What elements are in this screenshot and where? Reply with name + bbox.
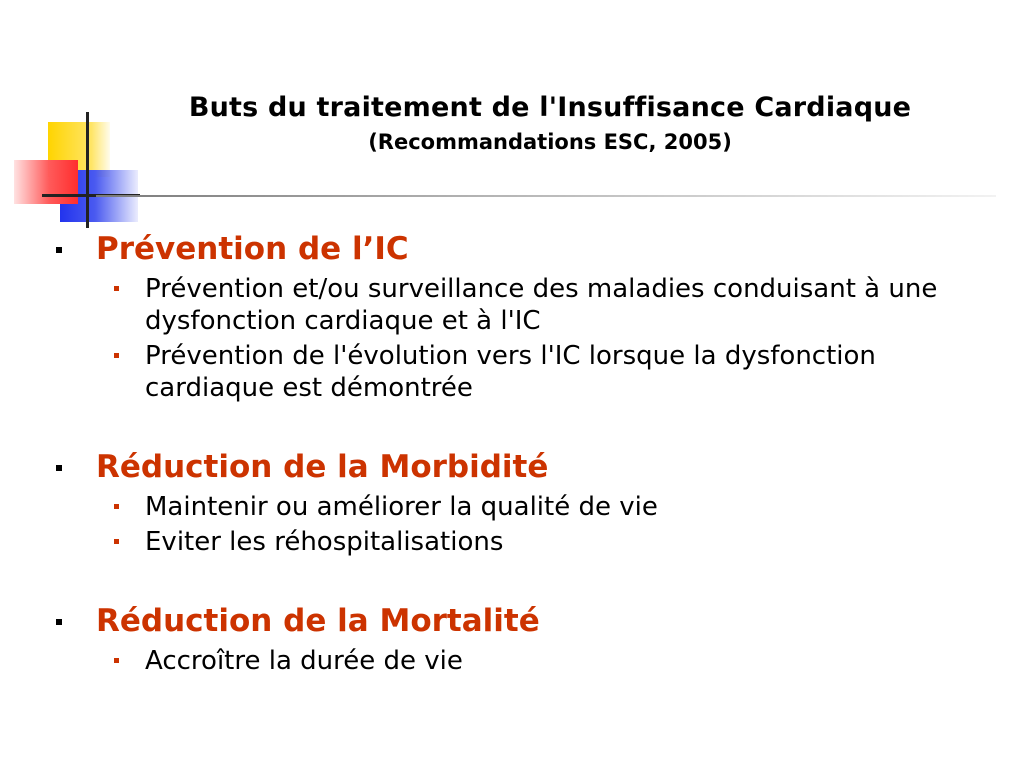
logo-red-square — [14, 160, 78, 204]
small-square-bullet-icon — [114, 353, 119, 358]
small-square-bullet-icon — [114, 286, 119, 291]
list-item — [114, 340, 1006, 404]
title-divider — [96, 195, 996, 197]
section-heading-row — [56, 600, 1006, 642]
section-morbidite — [56, 446, 1006, 558]
small-square-bullet-icon — [114, 658, 119, 663]
logo-vertical-line — [86, 112, 89, 228]
square-bullet-icon — [56, 619, 62, 625]
section-heading: Réduction de la Mortalité — [96, 603, 540, 639]
list-item — [114, 645, 1006, 677]
slide-title-block — [100, 90, 1000, 158]
sub-list — [56, 645, 1006, 677]
slide-subtitle: (Recommandations ESC, 2005) — [368, 130, 732, 154]
list-item-text: Prévention et/ou surveillance des maladies conduisant à une dysfonction cardiaque et à l'IC — [145, 274, 938, 336]
section-prevention — [56, 228, 1006, 404]
slide-content — [56, 228, 1006, 677]
sub-list — [56, 273, 1006, 404]
square-bullet-icon — [56, 465, 62, 471]
list-item — [114, 273, 1006, 337]
small-square-bullet-icon — [114, 539, 119, 544]
list-item-text: Eviter les réhospitalisations — [145, 527, 504, 557]
list-item-text: Prévention de l'évolution vers l'IC lorsque la dysfonction cardiaque est démontrée — [145, 341, 876, 403]
square-bullet-icon — [56, 247, 62, 253]
list-item-text: Maintenir ou améliorer la qualité de vie — [145, 492, 658, 522]
list-item — [114, 491, 1006, 523]
list-item — [114, 526, 1006, 558]
section-heading: Réduction de la Morbidité — [96, 449, 549, 485]
sub-list — [56, 491, 1006, 558]
section-heading-row — [56, 446, 1006, 488]
section-mortalite — [56, 600, 1006, 677]
section-heading-row — [56, 228, 1006, 270]
slide-title: Buts du traitement de l'Insuffisance Cardiaque — [188, 92, 912, 123]
small-square-bullet-icon — [114, 504, 119, 509]
section-heading: Prévention de l’IC — [96, 231, 409, 267]
list-item-text: Accroître la durée de vie — [145, 646, 463, 676]
